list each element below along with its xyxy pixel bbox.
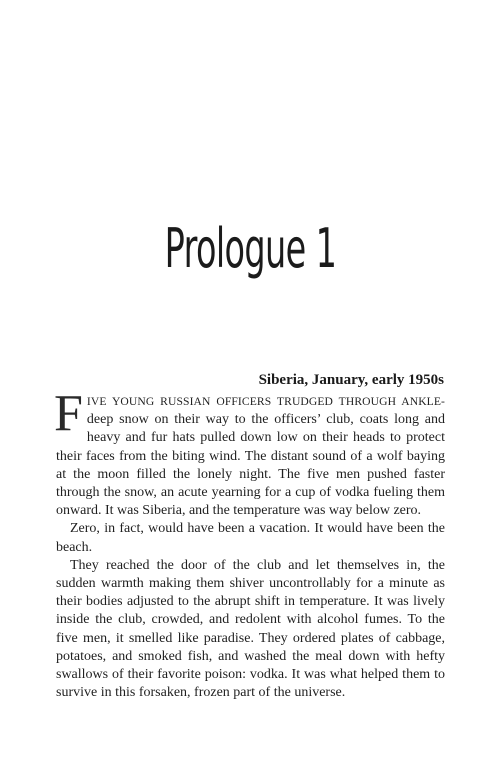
location-heading: Siberia, January, early 1950s	[258, 372, 444, 388]
chapter-title-reflection	[0, 265, 500, 325]
paragraph-1-rest: deep snow on their way to the officers’ club, coats long and heavy and fur hats pulled down low on their heads to protect their faces from the biting wind. The distant sound of a wolf baying at the moon filled the lonely night. The five men pushed faster through the snow, an acute yearning for a cup of vodka fueling them onward. It was Siberia, and the temperature was way below zero.	[56, 412, 445, 519]
chapter-title: Prologue 1	[164, 217, 336, 280]
paragraph-1	[54, 385, 445, 520]
drop-cap: F	[54, 385, 83, 442]
paragraph-1-lead: IVE YOUNG RUSSIAN OFFICERS TRUDGED THROUGH ANKLE-	[86, 395, 445, 408]
paragraph-2: Zero, in fact, would have been a vacation. It would have been the beach.	[56, 521, 445, 555]
paragraph-3: They reached the door of the club and let themselves in, the sudden warmth making them shiver uncontrollably for a minute as their bodies adjusted to the abrupt shift in temperature. It was lively inside the club, crowded, and redolent with alcohol fumes. To the five men, it smelled like paradise. They ordered plates of cabbage, potatoes, and smoked fish, and washed the meal down with hefty swallows of their favorite poison: vodka. It was what helped them to survive in this forsaken, frozen part of the universe.	[56, 557, 445, 701]
body-text	[54, 385, 445, 702]
